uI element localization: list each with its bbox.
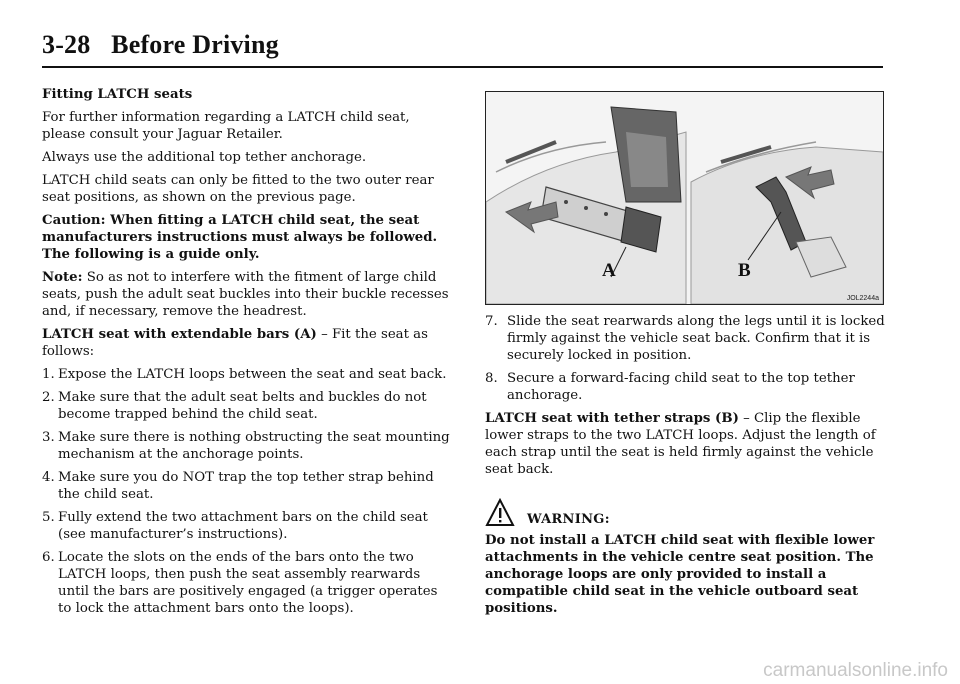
bars-text: – Fit the seat as follows: <box>42 327 428 359</box>
para-consult: For further information regarding a LATCH child seat, please consult your Jaguar Retailer. <box>42 110 410 142</box>
bars-heading: LATCH seat with extendable bars (A) <box>42 327 317 342</box>
straps-text: – Clip the flexible lower straps to the two LATCH loops. Adjust the length of each strap until the seat is held firmly against the vehicle seat back. <box>485 411 876 477</box>
header-rule <box>42 66 883 68</box>
note-label: Note: <box>42 270 83 285</box>
para-positions: LATCH child seats can only be fitted to the two outer rear seat positions, as shown on the previous page. <box>42 173 434 205</box>
note-paragraph <box>42 269 454 320</box>
latch-heading: Fitting LATCH seats <box>42 87 193 102</box>
list-item: 4. Make sure you do NOT trap the top tether strap behind the child seat. <box>42 470 434 502</box>
callout-a: A <box>602 260 616 281</box>
note-text: So as not to interfere with the fitment of large child seats, push the adult seat buckles into their buckle recesses and, if necessary, remove the headrest. <box>42 270 449 319</box>
figure-id: JOL2244a <box>846 295 879 302</box>
caution-text: Caution: When fitting a LATCH child seat, the seat manufacturers instructions must always be followed. The following is a guide only. <box>42 213 438 262</box>
list-item: 6. Locate the slots on the ends of the bars onto the two LATCH loops, then push the seat assembly rearwards until the bars are positively engaged (a trigger operates to lock the attachment bars onto the loops). <box>42 550 438 616</box>
left-column <box>42 86 454 623</box>
list-item: 5. Fully extend the two attachment bars on the child seat (see manufacturer’s instructions). <box>42 510 428 542</box>
list-item: 8. Secure a forward-facing child seat to the top tether anchorage. <box>485 371 855 403</box>
para-tether: Always use the additional top tether anchorage. <box>42 150 367 165</box>
straps-heading: LATCH seat with tether straps (B) <box>485 411 739 426</box>
section-title: Before Driving <box>111 30 279 59</box>
list-item: 3. Make sure there is nothing obstructing the seat mounting mechanism at the anchorage points. <box>42 430 450 462</box>
illustration-drawing <box>486 92 883 304</box>
callout-b: B <box>738 260 751 281</box>
page-header <box>42 30 882 60</box>
watermark: carmanualsonline.info <box>763 660 948 681</box>
warning-text: Do not install a LATCH child seat with flexible lower attachments in the vehicle centre seat position. The anchorage loops are only provided to install a compatible child seat in the vehicle outboard seat positions. <box>485 533 875 616</box>
list-item: 7. Slide the seat rearwards along the legs until it is locked firmly against the vehicle seat back. Confirm that it is securely locked in position. <box>485 314 885 363</box>
list-item: 1. Expose the LATCH loops between the seat and seat back. <box>42 367 447 382</box>
bars-paragraph <box>42 326 454 360</box>
latch-illustration <box>485 91 884 305</box>
page-number: 3-28 <box>42 30 91 59</box>
warning-header <box>485 498 885 528</box>
warning-label: WARNING: <box>527 512 610 527</box>
list-item: 2. Make sure that the adult seat belts and buckles do not become trapped behind the child seat. <box>42 390 427 422</box>
right-column <box>485 313 885 623</box>
warning-triangle-icon <box>485 498 515 528</box>
straps-paragraph <box>485 410 885 478</box>
